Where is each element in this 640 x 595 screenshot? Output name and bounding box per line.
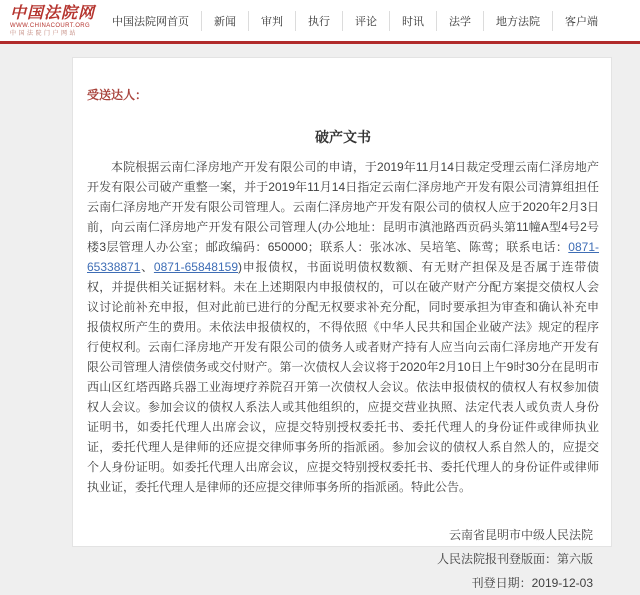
nav-item-commentary[interactable]: 评论 xyxy=(342,11,389,31)
site-header xyxy=(0,0,640,41)
document-title: 破产文书 xyxy=(315,129,371,145)
document-body-paragraph xyxy=(87,157,599,497)
nav-item-legal-studies[interactable]: 法学 xyxy=(436,11,483,31)
main-nav xyxy=(100,11,640,31)
nav-item-current-news[interactable]: 时讯 xyxy=(389,11,436,31)
logo-tagline: 中国法院门户网站 xyxy=(10,30,79,37)
nav-item-local-courts[interactable]: 地方法院 xyxy=(483,11,552,31)
body-text-segment: 本院根据云南仁泽房地产开发有限公司的申请，于2019年11月14日裁定受理云南仁泽房地产开发有限公司破产重整一案，并于2019年11月14日指定云南仁泽房地产开发有限公司清算组担任云南仁泽房地产开发有限公司管理人。云南仁泽房地产开发有限公司的债权人应于2020年2月3日前，向云南仁泽房地产开发有限公司管理人(办公地址：昆明市滇池路西贡码头第11幢A型4号2号楼3层管理人办公室；邮政编码：650000；联系人：张冰冰、吴培笔、陈莺；联系电话： xyxy=(87,160,599,254)
site-logo[interactable] xyxy=(0,2,100,37)
logo-url: WWW.CHINACOURT.ORG xyxy=(10,22,91,29)
document-card xyxy=(72,57,612,590)
recipient-label: 受送达人： xyxy=(87,88,148,102)
publication-date: 刊登日期：2019-12-03 xyxy=(471,576,593,590)
logo-title: 中国法院网 xyxy=(10,2,96,22)
nav-item-home[interactable]: 中国法院网首页 xyxy=(112,15,189,28)
nav-item-enforcement[interactable]: 执行 xyxy=(295,11,342,31)
issuing-court: 云南省昆明市中级人民法院 xyxy=(448,528,593,542)
publication-page: 人民法院报刊登版面：第六版 xyxy=(436,552,593,566)
document-signature-block xyxy=(87,523,599,595)
nav-item-trial[interactable]: 审判 xyxy=(248,11,295,31)
phone-link[interactable]: 0871-65848159 xyxy=(153,260,238,274)
nav-item-client-app[interactable]: 客户端 xyxy=(552,11,610,31)
body-text-segment: 、 xyxy=(140,260,154,274)
body-text-segment: )申报债权，书面说明债权数额、有无财产担保及是否属于连带债权，并提供相关证据材料。未在上述期限内申报债权的，可以在破产财产分配方案提交债权人会议讨论前补充申报，但对此前已进行的分配无权要求补充分配，同时要承担为审查和确认补充申报债权所产生的费用。未依法申报债权的，不得依照《中华人民共和国企业破产法》规定的程序行使权利。云南仁泽房地产开发有限公司的债务人或者财产持有人应当向云南仁泽房地产开发有限公司管理人清偿债务或交付财产。第一次债权人会议将于2020年2月10日上午9时30分在昆明市西山区红塔西路兵器工业海埂疗养院召开第一次债权人会议。依法申报债权的债权人有权参加债权人会议。参加会议的债权人系法人或其他组织的，应提交营业执照、法定代表人或负责人身份证明书，如委托代理人出席会议，应提交特别授权委托书、委托代理人的身份证件或律师执业证，委托代理人是律师的还应提交律师事务所的指派函。参加会议的债权人系自然人的，应提交个人身份证明。如委托代理人出席会议，应提交特别授权委托书、委托代理人的身份证件或律师执业证，委托代理人是律师的还应提交律师事务所的指派函。特此公告。 xyxy=(87,260,599,494)
page-background xyxy=(0,44,640,590)
phone-link[interactable]: 0871-65338871 xyxy=(87,240,599,274)
nav-item-news[interactable]: 新闻 xyxy=(201,11,248,31)
